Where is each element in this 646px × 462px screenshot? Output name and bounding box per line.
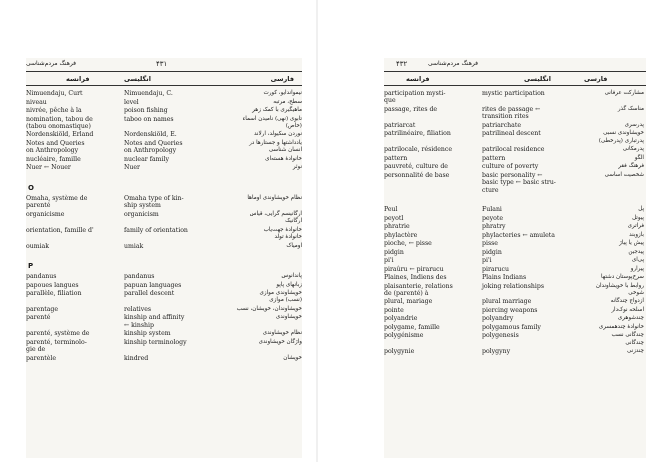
french-term: plural, mariage [384,298,433,306]
column-header-french: فرانسه [406,75,430,83]
persian-term: پیرارو [630,265,644,272]
english-term: basic personality ← basic type ← basic stru- cture [482,171,556,194]
french-term: peyotl [384,214,404,222]
book-title: فرهنگ مردم‌شناسی [428,60,479,67]
english-term: polygamous family [482,323,541,331]
entry-row [384,324,646,331]
entry-row [384,257,646,264]
french-term: patriarcat [384,121,416,129]
english-term: papuan languages [124,281,182,289]
persian-term: خانوادهٔ چندهمسری [598,323,644,330]
french-term: phylactère [384,231,418,239]
french-term: passage, rites de [384,105,438,113]
page-number: ۴۳۲ [396,60,408,68]
english-term: Nimuendaju, C. [124,90,173,97]
entry-row [384,163,646,170]
persian-term: پی‌ای [631,257,644,263]
column-header-rule [384,85,646,86]
english-term: kinship system [124,330,171,338]
column-header-english: انگلیسی [524,75,551,83]
entry-row [26,243,302,250]
french-term: papoues langues [26,281,79,289]
french-term: pointe [384,306,404,314]
entry-row [384,223,646,230]
french-term: pattern [384,154,408,162]
english-term: Nuer [124,164,141,172]
section-letter: P [28,262,34,270]
french-term: polygénisme [384,332,424,340]
french-term: piraûru ← pirarucu [384,265,444,273]
persian-term: زبانهای پاپو [276,281,302,288]
entry-row [384,215,646,222]
english-term: taboo on names [124,115,174,123]
persian-term: پیش یا پیاژ [619,240,644,246]
english-term: kindred [124,354,149,362]
column-header-persian: فارسی [270,75,294,83]
french-term: orientation, famille d' [26,226,94,234]
entry-row [384,122,646,129]
english-term: Fulani [482,206,502,213]
french-term: Plaines, Indiens des [384,274,447,281]
french-term: nucléaire, famille [26,155,81,163]
column-header-persian: فارسی [584,75,608,83]
persian-term: واژگان خویشاوندی [258,338,302,345]
persian-term: پاندانوس [281,273,302,279]
entry-row [26,90,302,97]
french-term: parenté, terminolo- gie de [26,338,87,354]
french-term: patrilinéaire, filiation [384,130,451,138]
english-term: poison fishing [124,107,168,114]
entry-row [384,266,646,273]
persian-term: اسلحه نوک‌دار [611,306,644,313]
english-term: relatives [124,305,152,313]
french-term: pidgin [384,248,404,256]
english-term: plural marriage [482,298,532,306]
entry-row [26,99,302,106]
english-term: organicism [124,210,159,218]
french-term: niveau [26,98,47,106]
entry-row [384,146,646,153]
english-term: pi'i [482,257,492,264]
english-term: pandanus [124,273,155,280]
french-term: pioche, ← pisse [384,240,432,247]
french-term: plaisanterie, relations de (parenté) à [384,282,453,297]
english-term: phylacteries ← amuleta [482,231,555,239]
entry-row [26,131,302,138]
english-term: Nordenskiöld, E. [124,131,177,139]
persian-term: پل [638,206,644,212]
persian-term: فراتری [627,223,644,229]
english-term: polygyny [482,348,511,356]
persian-term: خویشاوندی موازی (نسب) موازی [259,290,302,304]
english-term: pidgin [482,248,502,256]
french-term: parentèle [26,354,57,362]
entry-row [26,116,302,131]
english-term: Plains Indians [482,274,527,281]
french-term: Nimuendaju, Curt [26,90,83,97]
french-term: pi'i [384,257,394,264]
entry-row [26,195,302,210]
entry-row [384,283,646,298]
english-term: polygenesis [482,332,519,340]
english-term: level [124,98,139,106]
header-rule [384,71,646,72]
french-term: Notes and Queries on Anthropology [26,139,85,155]
entry-row [384,90,646,105]
persian-term: مشارکت عرفانی [604,90,644,96]
persian-term: چندگانی نسب چندگانی [611,332,644,346]
english-term: pirarucu [482,265,509,273]
entry-row [384,298,646,305]
persian-term: پدرسری [624,121,644,128]
entry-row [26,164,302,171]
french-term: polygynie [384,348,415,356]
english-term: patriarchate [482,121,522,129]
english-term: phratry [482,223,506,230]
english-term: Omaha type of kin- ship system [124,194,184,210]
french-term: organicisme [26,210,65,218]
entry-row [26,290,302,305]
entry-row [384,232,646,239]
french-term: Nuer ← Nouer [26,164,71,172]
book-title: فرهنگ مردم‌شناسی [26,60,77,67]
french-term: phratrie [384,223,410,230]
entry-row [26,282,302,289]
french-term: Nordenskiöld, Erland [26,131,94,139]
english-term: umiak [124,242,144,250]
english-term: kinship and affinity ← kinship [124,314,185,329]
section-letter: O [28,183,34,192]
entry-row [384,130,646,145]
french-term: pandanus [26,273,57,280]
english-term: patrilocal residence [482,146,545,154]
french-term: parenté [26,314,51,322]
french-term: personnalité de base [384,171,450,179]
entry-row [26,306,302,313]
persian-term: پیدجین [628,248,644,255]
entry-row [26,339,302,354]
persian-term: چندزنی [626,348,644,355]
english-term: patrilineal descent [482,130,541,138]
entry-row [384,315,646,322]
persian-term: ازدواج چندگانه [610,298,644,305]
french-term: pauvreté, culture de [384,163,448,171]
persian-term: خانوادهٔ هسته‌ای [265,155,302,162]
persian-term: پیوتل [632,214,644,221]
persian-term: خویشاوندی [275,314,302,321]
french-term: patrilocale, résidence [384,146,453,154]
english-term: joking relationships [482,282,545,290]
english-term: peyote [482,214,503,222]
english-term: nuclear family [124,155,169,163]
persian-term: شخصیت اساسی [604,171,644,178]
english-term: pattern [482,154,506,162]
english-term: kinship terminology [124,338,187,346]
entry-row [26,227,302,242]
english-term: rites de passage ← transition rites [482,105,541,121]
entry-row [26,355,302,362]
entry-row [384,332,646,347]
persian-term: خویشان [283,354,302,361]
entry-row [384,274,646,281]
entry-row [26,330,302,337]
page-number: ۴۳۱ [156,60,168,68]
column-header-english: انگلیسی [124,75,151,83]
column-header-french: فرانسه [66,75,90,83]
entry-row [384,206,646,213]
entry-row [384,155,646,162]
persian-term: فرهنگ فقر [618,163,644,170]
entry-row [26,211,302,226]
entry-row [384,307,646,314]
french-term: nomination, tabou de (tabou onomastique) [26,115,93,130]
persian-term: یادداشتها و جستارها در انسان شناسی [249,139,302,154]
persian-term: چندشوهری [617,315,644,322]
persian-term: تابوی (نهی) نامیدن اسماء (خاص) [242,115,302,129]
french-term: Peul [384,206,398,213]
right-page [384,58,646,458]
entry-row [384,249,646,256]
english-term: family of orientation [124,226,188,234]
french-term: polyandrie [384,315,418,323]
entry-row [384,172,646,194]
french-term: parenté, système de [26,330,90,338]
entry-row [384,240,646,247]
english-term: culture of poverty [482,163,539,171]
persian-term: بازوبند [629,231,644,238]
english-term: piercing weapons [482,306,538,314]
english-term: parallel descent [124,290,175,297]
french-term: polygame, famille [384,323,440,331]
persian-term: پدرمکانی [622,146,644,153]
french-term: oumiak [26,242,49,250]
left-page [26,58,302,458]
french-term: participation mysti- que [384,90,446,105]
persian-term: سرخ‌پوستان دشتها [601,274,644,280]
french-term: Omaha, système de parenté [26,194,88,210]
persian-term: سطح، مرتبه [273,98,302,105]
persian-term: خویشاوندان، خویشان، نسب [236,305,302,312]
persian-term: اومیاک [286,242,302,249]
persian-term: نظام خویشاوندی [262,330,302,337]
persian-term: الگو [634,154,644,161]
persian-term: ماهیگیری با کمک زهر [252,107,302,113]
entry-row [26,156,302,163]
english-term: Notes and Queries on Anthropology [124,139,183,155]
english-term: pisse [482,240,498,247]
persian-term: نظام خویشاوندی اوماها [247,194,302,201]
entry-row [26,107,302,114]
english-term: polyandry [482,315,514,323]
entry-row [26,273,302,280]
entry-row [384,106,646,121]
persian-term: نیمواندایو، کورت [263,90,302,96]
persian-term: خانوادهٔ جهت‌یاب خانوادهٔ تولد [263,226,302,240]
column-header-rule [26,85,302,86]
french-term: nivrée, pêche à la [26,107,82,114]
persian-term: خویشاوندی نسبی پدرتباری (پدرخطی) [598,130,644,144]
persian-term: روابط با خویشاوندان شوخی [595,282,644,296]
french-term: parallèle, filiation [26,290,82,297]
persian-term: ارگانیسم گرایی، قیاس ارگانیک [249,210,302,225]
entry-row [384,348,646,355]
persian-term: نوئر [292,164,302,171]
french-term: parentage [26,305,59,313]
entry-row [26,314,302,329]
persian-term: نوردن سکیولد، ارلاند [253,131,302,138]
page-gutter [316,0,318,462]
header-rule [26,71,302,72]
entry-row [26,140,302,155]
persian-term: مناسک گذر [617,105,644,112]
english-term: mystic participation [482,90,545,97]
